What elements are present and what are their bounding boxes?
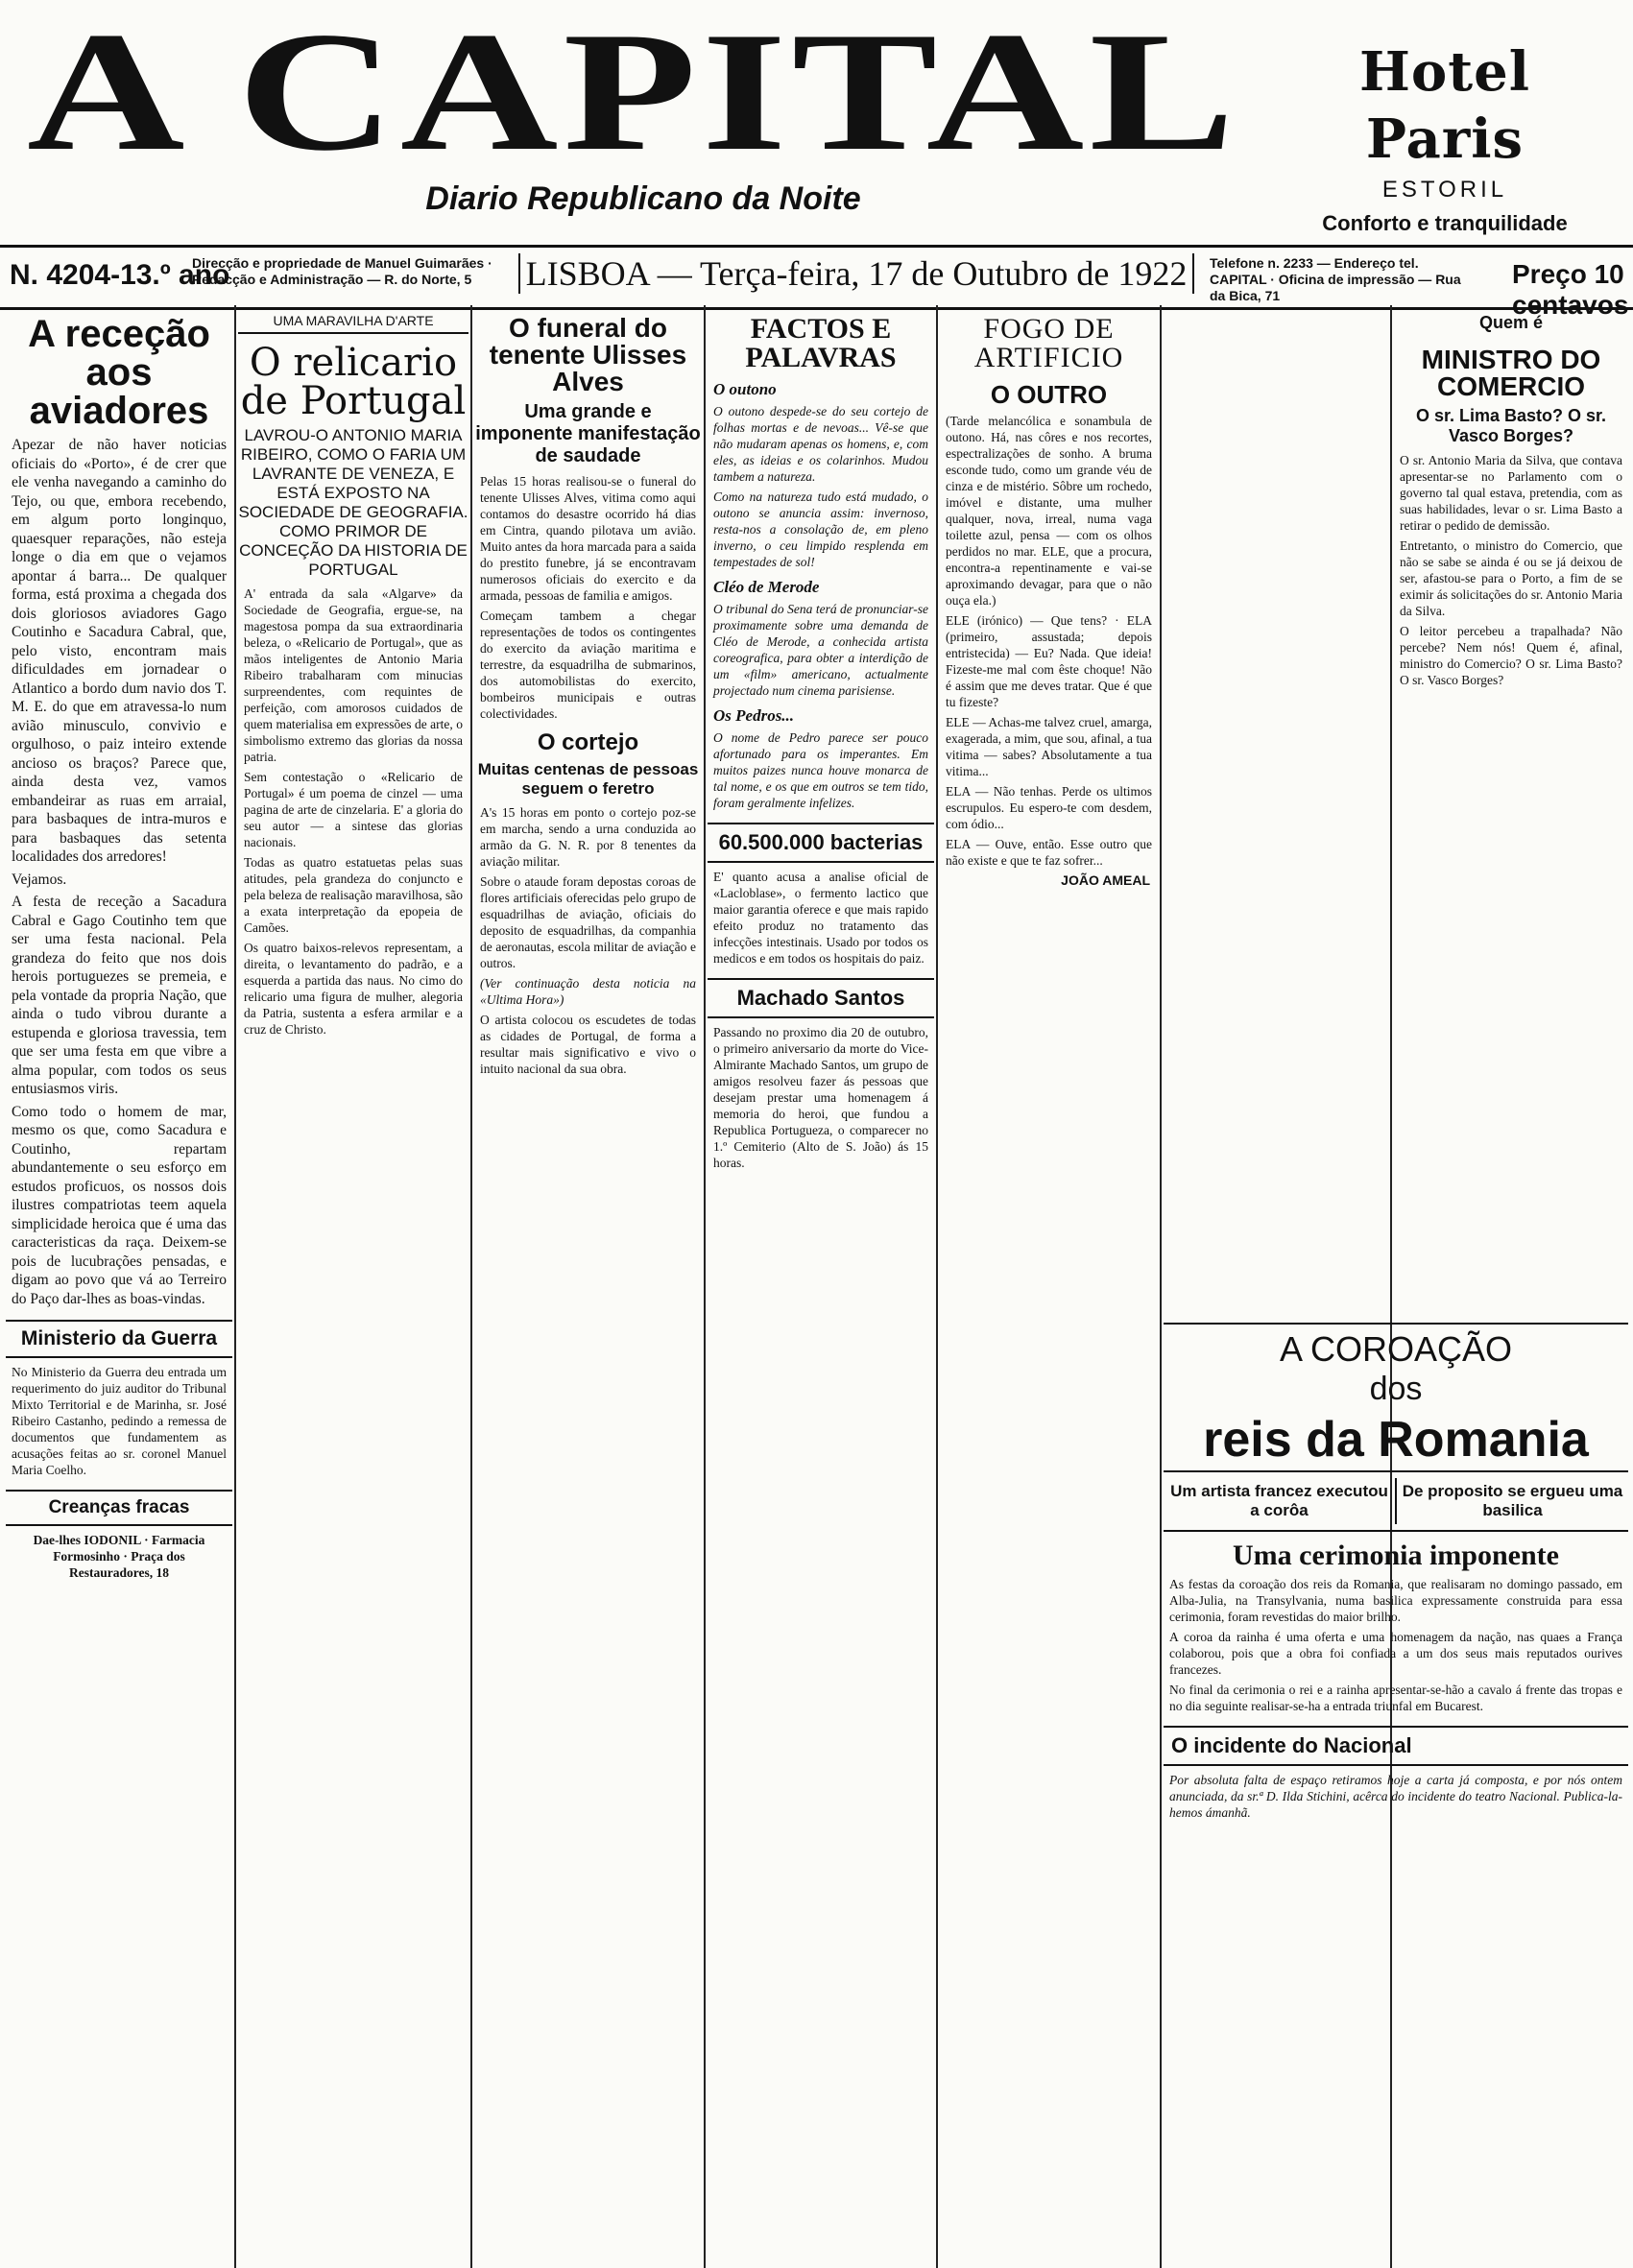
issue-telephone: Telefone n. 2233 — Endereço tel. CAPITAL · Oficina de impressão — Rua da Bica, 71 [1210, 255, 1461, 303]
article-paragraph: O tribunal do Sena terá de pronunciar-se proximamente sobre uma demanda de Cléo de Merode, a conhecida artista coreografica, para obter a interdição de um «film» americano, actualmente projectado num cinema parisiense. [713, 602, 928, 698]
subhead-outro: O OUTRO [990, 380, 1108, 409]
headline-incidente: O incidente do Nacional [1164, 1726, 1628, 1766]
masthead [0, 0, 1633, 245]
column-ministro [1394, 305, 1628, 1361]
column-fogo [940, 305, 1158, 1591]
issue-price: Preço 10 centavos [1512, 259, 1629, 320]
column-factos [708, 305, 934, 2268]
deck-cortejo: Muitas centenas de pessoas seguem o feretro [477, 760, 699, 798]
issue-direction: Direcção e propriedade de Manuel Guimarães · Redacção e Administração — R. do Norte, 5 [192, 255, 492, 287]
subhead-artista: Um artista francez executou a corôa [1164, 1478, 1397, 1524]
newspaper-subtitle: Diario Republicano da Noite [425, 180, 861, 217]
kicker-dos: dos [1369, 1371, 1423, 1407]
ad-hotel-name: Hotel Paris [1358, 40, 1531, 171]
ad-town: ESTORIL [1381, 177, 1508, 203]
headline-ministerio-guerra: Ministerio da Guerra [6, 1320, 232, 1358]
article-paragraph: A' entrada da sala «Algarve» da Sociedade de Geografia, ergue-se, na magestosa pompa da sua extraordinaria beleza, o «Relicario de Portugal», que as mãos inteligentes de Antonio Maria Ribeiro trabalharam com minucias surpreendentes, com requintes de perfeição, com amorosos cuidados de quem materialisa em expressões de arte, o simbolismo extremo das glorias da nossa patria. [244, 586, 463, 764]
article-paragraph: Entretanto, o ministro do Comercio, que não se sabe se ainda é ou se já deixou de ser, afastou-se para o Porto, a fim de se eximir ás solicitações do sr. Antonio Maria da Silva. [1400, 538, 1622, 618]
article-paragraph: Os quatro baixos-relevos representam, a direita, o levantamento do padrão, e a esquerda a partida das naus. No cimo do relicario uma figura de mulher, alegoria da Patria, sustenta a esfera armilar e a cruz de Christo. [244, 941, 463, 1037]
column-rule [470, 305, 472, 2268]
headline-fogo: FOGO DE ARTIFICIO [973, 313, 1124, 373]
headline-aviadores: A receção aos aviadores [28, 313, 210, 432]
author-signature: JOÃO AMEAL [1061, 872, 1150, 888]
article-paragraph: No Ministerio da Guerra deu entrada um requerimento do juiz auditor do Tribunal Mixto Territorial e de Marinha, sr. José Ribeiro Castanho, pedindo a remessa de documentos que fundamentem as acusações feitas ao sr. coronel Manuel Maria Coelho. [12, 1365, 227, 1477]
article-paragraph: Passando no proximo dia 20 de outubro, o primeiro aniversario da morte do Vice-Almirante Machado Santos, um grupo de amigos resolveu fazer ás pessoas que desejam prestar uma homenagem á memoria do heroi, que fundou a Republica Portugueza, o comparecer no 1.º Cemiterio (Alto de S. João) ás 15 horas. [713, 1025, 928, 1170]
column-funeral [474, 305, 702, 2268]
headline-ministro: MINISTRO DO COMERCIO [1421, 345, 1601, 401]
article-paragraph: ELE — Achas-me talvez cruel, amarga, exagerada, a mim, que sou, afinal, a tua vitima — sabes? Absolutamente a tua vitima... [946, 715, 1152, 778]
column-rule [1160, 305, 1162, 2268]
deck-ministro: O sr. Lima Basto? O sr. Vasco Borges? [1415, 406, 1607, 445]
article-paragraph: E' quanto acusa a analise oficial de «Lacloblase», o fermento lactico que maior garantia oferece e que mais rapido efeito produz no tratamento das infecções intestinais. Usado por todos os medicos e em todos os hospitais do paiz. [713, 870, 928, 966]
column-aviadores [6, 305, 232, 2268]
article-paragraph: ELA — Não tenhas. Perde os ultimos escrupulos. Eu espero-te com desdem, com ódio... [946, 784, 1152, 831]
deck-relicario: LAVROU-O ANTONIO MARIA RIBEIRO, COMO O FARIA UM LAVRANTE DE VENEZA, E ESTÁ EXPOSTO NA SOCIEDADE DE GEOGRAFIA. COMO PRIMOR DE CONCEÇÃO DA HISTORIA DE PORTUGAL [238, 426, 468, 579]
subhead-cortejo: O cortejo [537, 729, 639, 755]
ad-tagline: Conforto e tranquilidade [1322, 211, 1568, 235]
romania-subheads [1164, 1470, 1628, 1532]
article-paragraph: A coroa da rainha é uma oferta e uma homenagem da nação, nas quaes a França colaborou, pois que a obra foi confiada a um dos seus mais reputados ourives francezes. [1169, 1630, 1622, 1677]
article-paragraph: Pelas 15 horas realisou-se o funeral do tenente Ulisses Alves, vitima como aqui contamos do desastre ocorrido há dias em Cintra, quando pilotava um avião. Muito antes da hora marcada para a saida do prestito funebre, já se encontravam numerosos oficiais do exercito e da armada, pessoas de familia e amigos. [480, 474, 696, 603]
headline-funeral: O funeral do tenente Ulisses Alves [489, 313, 687, 396]
headline-relicario: O relicario de Portugal [240, 341, 467, 423]
article-paragraph: ELA — Ouve, então. Esse outro que não existe e que te faz sofrer... [946, 837, 1152, 868]
issue-date: LISBOA — Terça-feira, 17 de Outubro de 1922 [518, 253, 1194, 294]
headline-factos: FACTOS E PALAVRAS [745, 313, 897, 373]
article-paragraph: Começam tambem a chegar representações de todos os contingentes do exercito da aviação maritima e terrestre, da esquadrilha de submarinos, dos automobilistas do exercito, bombeiros municipais e outras colectividades. [480, 609, 696, 721]
article-romania [1164, 1315, 1628, 2265]
headline-romania: reis da Romania [1203, 1412, 1589, 1468]
section-pedros: Os Pedros... [713, 706, 795, 725]
hotel-advertisement [1277, 38, 1613, 235]
headline-machado-santos: Machado Santos [708, 978, 934, 1018]
headline-bacterias: 60.500.000 bacterias [708, 823, 934, 863]
subhead-basilica: De proposito se ergueu uma basilica [1402, 1482, 1623, 1519]
article-paragraph: Sem contestação o «Relicario de Portugal» é um poema de cinzel — uma pagina de arte de cinzelaria. E' a gloria do seu autor — a sintese das glorias nacionais. [244, 770, 463, 849]
article-paragraph: No final da cerimonia o rei e a rainha apresentar-se-hão a cavalo á frente das tropas e no dia seguinte realisar-se-ha a entrada triunfal em Bucarest. [1169, 1683, 1622, 1713]
issue-number: N. 4204-13.º ano [10, 259, 230, 291]
kicker-coroacao: A COROAÇÃO [1279, 1329, 1513, 1369]
ad-creancas-title: Creanças fracas [6, 1490, 232, 1526]
article-paragraph: A festa de receção a Sacadura Cabral e Gago Coutinho tem que ser uma festa nacional. Pela grandeza do feito que nos dois herois portuguezes se premeia, e pela vontade da propria Nação, que ainda o tudo vibrou durante a estupenda e gloriosa travessia, tem que ser uma festa em que vibre a alma popular, com todos os seus entusiasmos viris. [12, 894, 227, 1097]
continuation-note: (Ver continuação desta noticia na «Ultima Hora») [480, 976, 696, 1007]
article-paragraph: O artista colocou os escudetes de todas as cidades de Portugal, de forma a resultar mais significativo e vivo o intuito nacional da sua obra. [480, 1013, 696, 1076]
article-paragraph: Todas as quatro estatuetas pelas suas atitudes, pela grandeza do conjuncto e pela beleza de realisação maravilhosa, são a exata interpretação da epopeia de Camões. [244, 855, 463, 935]
subhead-cerimonia: Uma cerimonia imponente [1233, 1540, 1559, 1571]
deck-funeral: Uma grande e imponente manifestação de saudade [475, 401, 701, 466]
article-paragraph: Sobre o ataude foram depostas coroas de flores artificiais oferecidas pelo grupo de esquadrilhas de aviação, oficiais do deposito de esquadrilhas, da companhia de aeronautas, escola militar de aviação e outros. [480, 874, 696, 970]
column-rule [704, 305, 706, 2268]
column-relicario [238, 305, 468, 2268]
newspaper-title: A CAPITAL [27, 0, 1240, 186]
article-paragraph: Por absoluta falta de espaço retiramos hoje a carta já composta, e por nós ontem anunciada, da sr.ª D. Ilda Stichini, acêrca do incidente do teatro Nacional. Publica-la-hemos ámanhã. [1169, 1773, 1622, 1820]
article-paragraph: (Tarde melancólica e sonambula de outono. Há, nas côres e nos recortes, espectralizações de sonho. A bruma esconde tudo, como um grande véu de cinza e de mistério. Sôbre um rochedo, imóvel e distante, uma mulher qualquer, nova, irreal, numa vaga toilette azul, pensa — com os olhos perdidos no mar. ELE, que a procura, encontra-a repentinamente e vai-se aproximando devagar, para que o não ouça ela.) [946, 414, 1152, 608]
article-paragraph: O leitor percebeu a trapalhada? Não percebe? Nem nós! Quem é, afinal, ministro do Comercio? O sr. Lima Basto? O sr. Vasco Borges? [1400, 624, 1622, 687]
article-paragraph: Como na natureza tudo está mudado, o outono se anuncia assim: invernoso, resta-nos a consolação de, em pleno inverno, o ceu limpido resplenda em tempestades de sol! [713, 489, 928, 569]
article-paragraph: As festas da coroação dos reis da Romania, que realisaram no domingo passado, em Alba-Julia, na Transylvania, numa basilica expressamente construida para essa cerimonia, foram revestidas do maior brilho. [1169, 1577, 1622, 1624]
ad-creancas-body: Dae-lhes IODONIL · Farmacia Formosinho · Praça dos Restauradores, 18 [33, 1533, 205, 1580]
issue-bar [0, 245, 1633, 320]
section-outono: O outono [713, 380, 777, 398]
article-paragraph: ELE (irónico) — Que tens? · ELA (primeiro, assustada; depois entristecida) — Eu? Nada. Que ideia! Fizeste-me mal com êste choque! Não é assim que me deves tratar. Que é que tu fizeste? [946, 613, 1152, 709]
column-rule [234, 305, 236, 2268]
kicker-relicario: UMA MARAVILHA D'ARTE [238, 305, 468, 334]
article-paragraph: O sr. Antonio Maria da Silva, que contava apresentar-se no Parlamento com o governo tal qual estava, pretendia, com as suas habilidades, levar o sr. Lima Basto a retirar o pedido de demissão. [1400, 453, 1622, 533]
kicker-ministro: Quem é [1478, 313, 1544, 332]
article-paragraph: O outono despede-se do seu cortejo de folhas mortas e de nevoas... Vê-se que não mudaram apenas os homens, e, com eles, as ideias e os colarinhos. Mudou tambem a natureza. [713, 404, 928, 484]
article-paragraph: Vejamos. [12, 871, 67, 888]
column-rule [936, 305, 938, 2268]
section-cleo: Cléo de Merode [713, 578, 820, 596]
article-paragraph: A's 15 horas em ponto o cortejo poz-se em marcha, sendo a urna conduzida ao armão da G. N. R. por 8 tenentes da aviação militar. [480, 805, 696, 869]
article-paragraph: Como todo o homem de mar, mesmo os que, como Sacadura e Coutinho, repartam abundantemente o seu esforço em estudos proficuos, os nossos dois ilustres compatriotas teem aquela simplicidade heroica que é uma das caracteristicas da raça. Deixem-se pois de lucubrações pensadas, e digam ao povo que vá ao Terreiro do Paço dar-lhes as boas-vindas. [12, 1103, 227, 1307]
article-paragraph: O nome de Pedro parece ser pouco afortunado para os imperantes. Em muitos paizes nunca houve monarca de tal nome, e os que em outros se tem tido, foram geralmente infelizes. [713, 730, 928, 810]
article-paragraph: Apezar de não haver noticias oficiais do «Porto», é de crer que ele venha navegando a caminho do Tejo, ou que, embora recebendo, em algum porto longinquo, quaesquer reparações, não esteja longe o dia em que o vejamos apontar á barra... De qualquer forma, está proxima a chegada dos dois gloriosos aviadores Gago Coutinho e Sacadura Cabral, que, pelo visto, encontram mais dificuldades em jornadear o Atlantico a bordo dum navio dos T. M. E. do que em atravessa-lo num avião minusculo, convivio e orgulhoso, o paiz inteiro extende ancioso os braços? Parece que, ainda desta vez, vamos embandeirar as ruas em arraial, para basbaques de intra-muros e para basbaques das setenta localidades dos arredores! [12, 437, 227, 865]
